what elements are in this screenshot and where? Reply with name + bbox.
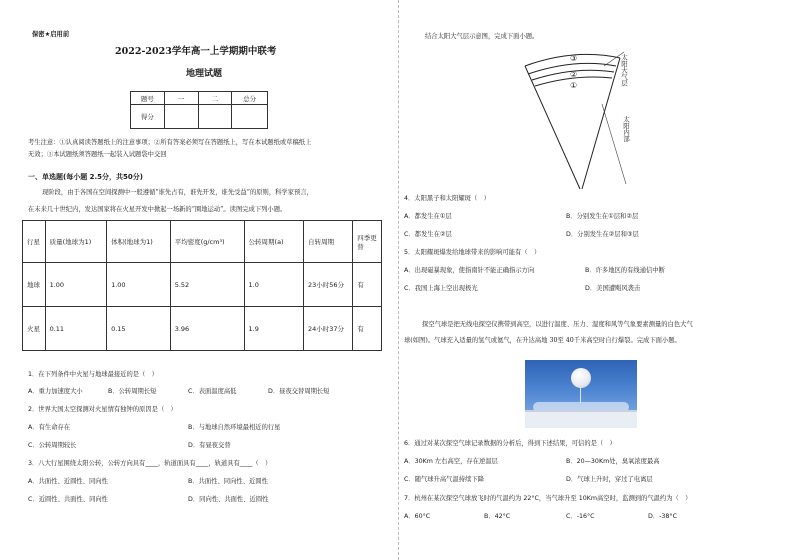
exam-subject: 地理试题 — [186, 69, 223, 79]
planet-cell-name: 火星 — [23, 307, 46, 351]
q3-option-d[interactable]: D．同向性、共面性、近圆性 — [188, 496, 269, 503]
q4-option-d[interactable]: D．分别发生在②层和③层 — [566, 231, 639, 238]
planet-header-density: 平均密度(g/cm³) — [170, 221, 244, 263]
planet-cell-rotation: 23小时56分 — [304, 263, 353, 307]
planet-header-orbit: 公转周期(a) — [244, 221, 303, 263]
score-table — [130, 91, 268, 129]
q1-option-c[interactable]: C．表面温度高低 — [188, 388, 237, 395]
diagram-caption: 结合太阳大气层示意图，完成下面小题。 — [425, 33, 539, 40]
secret-label: 保密★启用前 — [32, 31, 70, 38]
balloon-passage-2: 球(如图)。气球充入适量的氢气或氦气，在升达高地 30至 40千米高空时自行爆裂。完成下面小题。 — [404, 337, 681, 344]
section-1-intro-2: 在未来几十世纪内，发达国家将在火星开发中掀起一场新的“圈地运动”。读图完成下列小题。 — [28, 206, 287, 213]
q4-stem: 4．太阳黑子和太阳耀斑（ ） — [404, 195, 490, 202]
notice-line-2: 无效；③本试题纸须答题纸一起装入试题袋中交回 — [28, 151, 167, 158]
q7-option-c[interactable]: C．-16°C — [566, 513, 595, 520]
q3-option-c[interactable]: C．近圆性、共面性、同向性 — [28, 496, 108, 503]
exam-title: 2022-2023学年高一上学期期中联考 — [115, 46, 277, 57]
score-header-part2: 二 — [198, 92, 232, 105]
planet-cell-density: 5.52 — [170, 263, 244, 307]
q4-option-a[interactable]: A．都发生在①层 — [404, 213, 452, 220]
q5-option-a[interactable]: A．出现磁暴现象，使指南针不能正确指示方向 — [404, 267, 535, 274]
planet-cell-seasons: 有 — [353, 307, 382, 351]
score-cell-part1[interactable] — [164, 105, 198, 129]
q6-option-d[interactable]: D．气球上升时，穿过了电离层 — [566, 476, 653, 483]
planet-row-earth — [23, 263, 382, 307]
q7-option-b[interactable]: B．42°C — [484, 513, 511, 520]
q1-option-a[interactable]: A．重力加速度大小 — [28, 388, 83, 395]
q2-option-b[interactable]: B．与地球自然环境最相近的行星 — [188, 424, 281, 431]
planet-table — [22, 220, 382, 351]
planet-cell-volume: 0.15 — [107, 307, 171, 351]
planet-cell-mass: 1.00 — [45, 263, 107, 307]
q4-option-b[interactable]: B．分别发生在①层和②层 — [566, 213, 639, 220]
score-cell-total[interactable] — [232, 105, 268, 129]
planet-cell-volume: 1.00 — [107, 263, 171, 307]
q3-option-a[interactable]: A．共面性、近圆性、同向性 — [28, 478, 108, 485]
q2-option-a[interactable]: A．有生命存在 — [28, 424, 71, 431]
planet-header-seasons: 四季更替 — [353, 221, 382, 263]
q2-option-d[interactable]: D．有昼夜交替 — [188, 442, 231, 449]
diagram-label-outer: 太阳大气层 — [620, 54, 628, 87]
score-row-label: 得分 — [131, 105, 165, 129]
q6-option-c[interactable]: C．随气球升高气温持续下降 — [404, 476, 484, 483]
q6-option-a[interactable]: A．30Km 左右高空，存在逆温层 — [404, 458, 498, 465]
q5-stem: 5．太阳耀斑爆发给地球带来的影响可能有（ ） — [404, 249, 541, 256]
planet-cell-orbit: 1.9 — [244, 307, 303, 351]
planet-cell-seasons: 有 — [353, 263, 382, 307]
score-cell-part2[interactable] — [198, 105, 232, 129]
planet-row-mars — [23, 307, 382, 351]
planet-cell-name: 地球 — [23, 263, 46, 307]
balloon-passage-1: 探空气球是把无线电探空仪携带到高空，以进行温度、压力、湿度和风等气象要素测量的白色大气 — [422, 321, 693, 328]
q4-option-c[interactable]: C．都发生在②层 — [404, 231, 452, 238]
planet-header-planet: 行星 — [23, 221, 46, 263]
q6-stem: 6．通过对某次探空气球记录数据的分析后，得到下述结果，可信的是（ ） — [404, 440, 616, 447]
q1-option-b[interactable]: B．公转周期长短 — [108, 388, 157, 395]
q2-stem: 2．世界大国太空探测对火星情有独钟的原因是（ ） — [28, 406, 177, 413]
diagram-label-3: ③ — [570, 54, 578, 63]
q7-option-a[interactable]: A．60°C — [404, 513, 431, 520]
diagram-label-2: ② — [570, 70, 578, 79]
q7-stem: 7．杭州在某次探空气球放飞时的气温约为 22°C，当气球升至 10Km高空时，监测到的气温约为（ ） — [404, 495, 692, 502]
q3-stem: 3．八大行星围绕太阳公转，公转方向具有____，轨道面具有____，轨道具有____（ ） — [28, 460, 272, 467]
q3-option-b[interactable]: B．共面性、同向性、近圆性 — [188, 478, 268, 485]
diagram-label-inner: 太阳内部 — [622, 116, 630, 142]
score-header-part1: 一 — [164, 92, 198, 105]
planet-cell-density: 3.96 — [170, 307, 244, 351]
photo-ground — [525, 410, 637, 428]
column-divider — [398, 0, 399, 560]
planet-cell-orbit: 1.0 — [244, 263, 303, 307]
q5-option-b[interactable]: B．许多地区的有线通信中断 — [585, 267, 665, 274]
q6-option-b[interactable]: B．20—30Km处，臭氧浓度最高 — [566, 458, 660, 465]
q5-option-c[interactable]: C．我国上海上空出现极光 — [404, 285, 478, 292]
q5-option-d[interactable]: D．美国遭飓风袭击 — [585, 285, 641, 292]
planet-header-volume: 体积(地球为1) — [107, 221, 171, 263]
q1-stem: 1．在下列条件中火星与地球最接近的是（ ） — [28, 371, 158, 378]
balloon-string — [580, 387, 581, 403]
score-header-number: 题号 — [131, 92, 165, 105]
q2-option-c[interactable]: C．公转周期较长 — [28, 442, 77, 449]
notice-line-1: 考生注意：①认真阅读答题纸上的注意事项；②所有答案必须写在答题纸上，写在本试题纸或草稿纸上 — [28, 139, 312, 146]
section-1-title: 一、单选题(每小题 2.5分，共50分) — [28, 173, 143, 181]
balloon-shape — [571, 368, 591, 388]
score-header-total: 总分 — [232, 92, 268, 105]
diagram-label-1: ① — [570, 81, 578, 90]
planet-cell-rotation: 24小时37分 — [304, 307, 353, 351]
q7-option-d[interactable]: D．-38°C — [648, 513, 677, 520]
planet-header-mass: 质量(地球为1) — [45, 221, 107, 263]
weather-balloon-photo — [525, 360, 637, 428]
sun-atmosphere-diagram — [520, 44, 650, 192]
planet-cell-mass: 0.11 — [45, 307, 107, 351]
planet-header-rotation: 自转周期 — [304, 221, 353, 263]
q1-option-d[interactable]: D．昼夜交替周期长短 — [268, 388, 330, 395]
section-1-intro-1: 现阶段，由于各国在空间探测中一般遵循“谁先占有，谁先开发，谁先受益”的原则，科学家预言， — [42, 189, 313, 196]
